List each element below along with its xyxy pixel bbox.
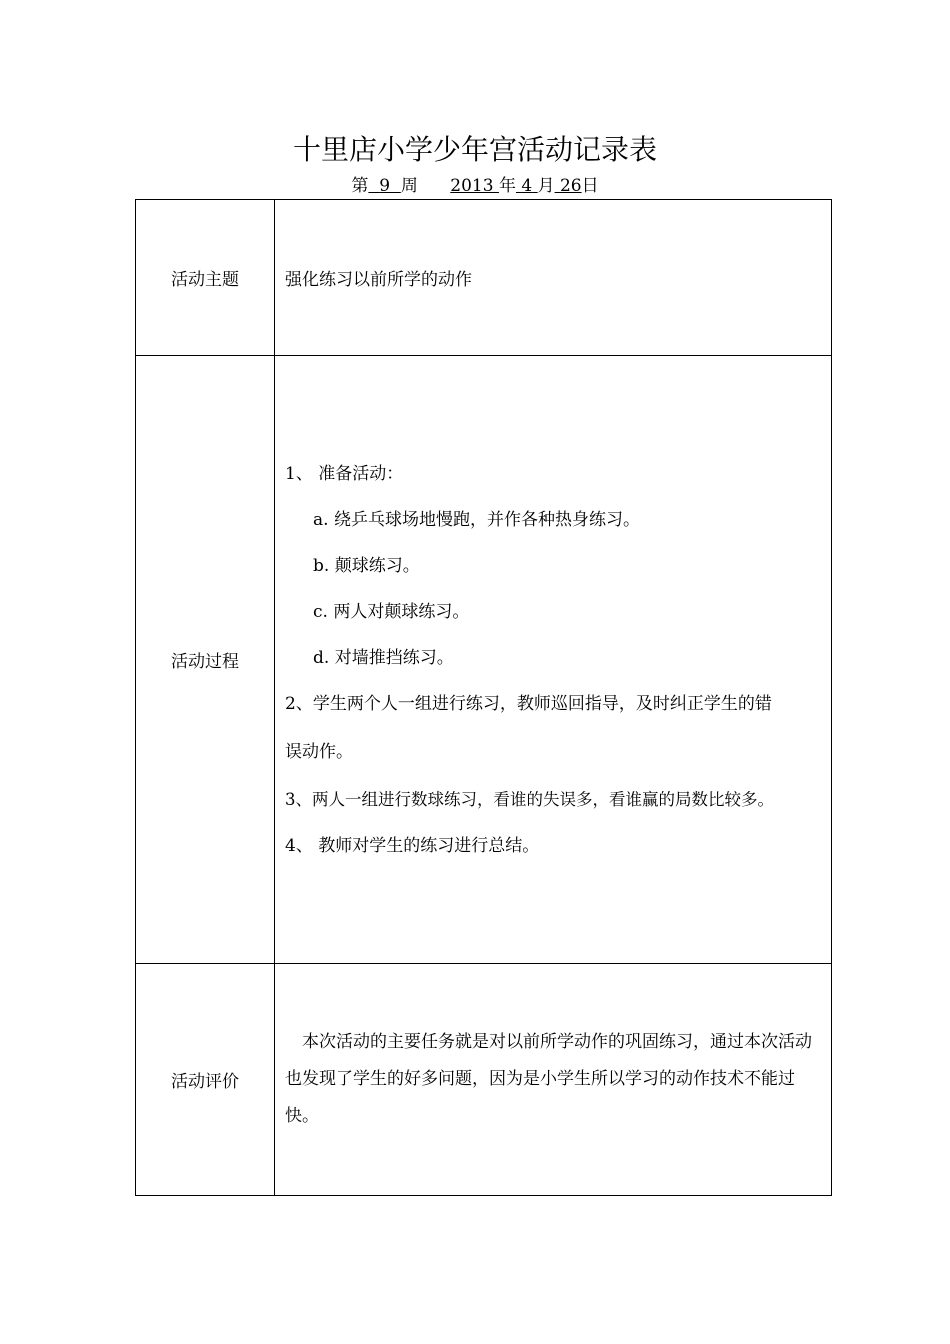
topic-label: 活动主题 bbox=[136, 200, 275, 356]
process-subitem-b: b. 颠球练习。 bbox=[313, 555, 420, 576]
day-suffix: 日 bbox=[581, 176, 599, 196]
week-prefix: 第 bbox=[351, 176, 369, 196]
evaluation-content bbox=[275, 964, 832, 1196]
evaluation-text: 本次活动的主要任务就是对以前所学动作的巩固练习，通过本次活动也发现了学生的好多问题，因为是小学生所以学习的动作技术不能过快。 bbox=[285, 1032, 812, 1126]
page-title: 十里店小学少年宫活动记录表 bbox=[292, 133, 657, 166]
day-value: 26 bbox=[559, 176, 582, 196]
evaluation-label: 活动评价 bbox=[136, 964, 275, 1196]
month-value: 4 bbox=[521, 176, 533, 196]
week-number: 9 bbox=[379, 176, 391, 196]
topic-content: 强化练习以前所学的动作 bbox=[275, 200, 832, 356]
year-value: 2013 bbox=[450, 176, 494, 196]
process-subitem-d: d. 对墙推挡练习。 bbox=[313, 647, 454, 668]
evaluation-row bbox=[136, 964, 832, 1196]
process-subitem-a: a. 绕乒乓球场地慢跑，并作各种热身练习。 bbox=[313, 509, 640, 530]
process-item-2-line-1: 2、学生两个人一组进行练习，教师巡回指导，及时纠正学生的错 bbox=[285, 693, 772, 714]
process-row bbox=[136, 356, 832, 964]
process-item-2-line-2: 误动作。 bbox=[285, 741, 353, 762]
week-suffix: 周 bbox=[400, 176, 418, 196]
month-suffix: 月 bbox=[537, 176, 555, 196]
process-content bbox=[275, 356, 832, 964]
year-suffix: 年 bbox=[498, 176, 516, 196]
topic-row bbox=[136, 200, 832, 356]
process-subitem-c: c. 两人对颠球练习。 bbox=[313, 601, 470, 622]
process-item-4: 4、 教师对学生的练习进行总结。 bbox=[285, 835, 540, 856]
record-table bbox=[135, 199, 832, 1196]
process-label: 活动过程 bbox=[136, 356, 275, 964]
process-item-1: 1、 准备活动： bbox=[285, 463, 404, 484]
process-item-3: 3、两人一组进行数球练习，看谁的失误多，看谁赢的局数比较多。 bbox=[285, 789, 774, 809]
date-line bbox=[0, 174, 950, 198]
